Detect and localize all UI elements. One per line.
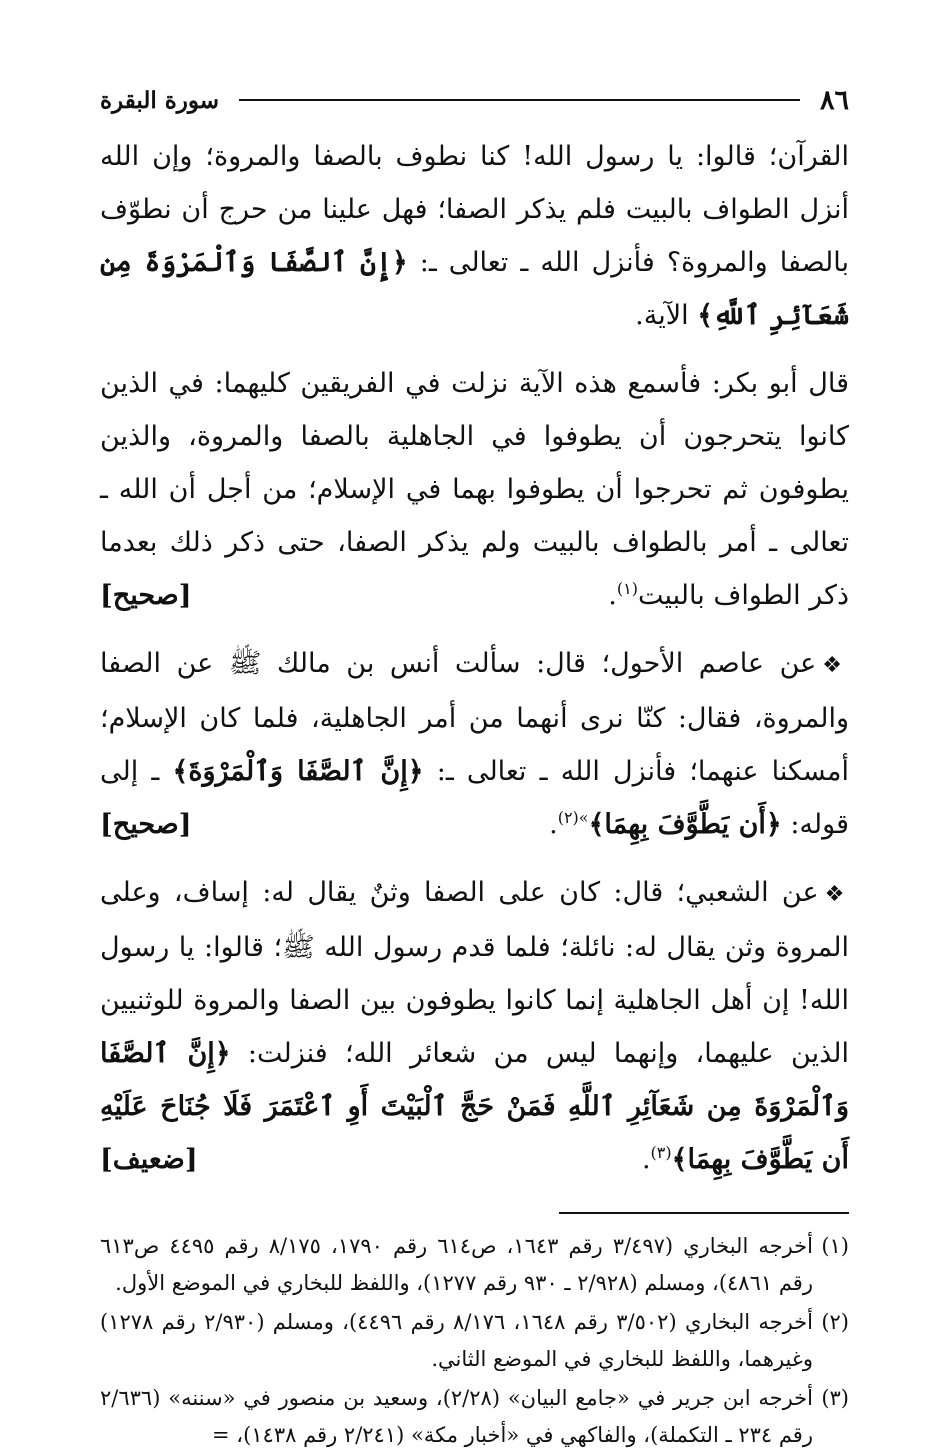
bullet-icon: ❖: [822, 653, 849, 678]
footnote-1: [100, 1228, 849, 1302]
paragraph-text-mid: ـ إلى قوله:: [100, 756, 849, 840]
footnote-2: [100, 1304, 849, 1378]
footnote-text: أخرجه ابن جرير في «جامع البيان» (٢/٢٨)، وسعيد بن منصور في «سننه» (٢/٦٣٦ رقم ٢٣٤ ـ التكملة)، والفاكهي في «أخبار مكة» (٢/٢٤١ رقم ١٤٣٨)، =: [100, 1386, 813, 1447]
quran-verse: ﴿إِنَّ ٱلصَّفَا وَٱلْمَرْوَةَ﴾: [172, 756, 424, 787]
paragraph-text: عن عاصم الأحول؛ قال: سألت أنس بن مالك ﷺ عن الصفا والمروة، فقال: كنّا نرى أنهما من أمر الجاهلية، فلما كان الإسلام؛ أمسكنا عنهما؛ فأنزل الله ـ تعالى ـ:: [100, 648, 849, 787]
footnote-text: أخرجه البخاري (٣/٥٠٢ رقم ١٦٤٨، ٨/١٧٦ رقم ٤٤٩٦)، ومسلم (٢/٩٣٠ رقم ١٢٧٨) وغيرهما، واللفظ للبخاري في الموضع الثاني.: [100, 1310, 814, 1371]
footnote-text: أخرجه البخاري (٣/٤٩٧ رقم ١٦٤٣، ص٦١٤ رقم ١٧٩٠، ٨/١٧٥ رقم ٤٤٩٥ ص٦١٣ رقم ٤٨٦١)، ومسلم (٢/٩٢٨ ـ ٩٣٠ رقم ١٢٧٧)، واللفظ للبخاري في الموضع الأول.: [100, 1234, 813, 1295]
grade-badge: [صحيح]: [100, 580, 192, 611]
grade-badge: [صحيح]: [100, 809, 192, 840]
paragraph-text: القرآن؛ قالوا: يا رسول الله! كنا نطوف بالصفا والمروة؛ وإن الله أنزل الطواف بالبيت فلم يذكر الصفا؛ فهل علينا من حرج أن نطوّف بالصفا والمروة؟ فأنزل الله ـ تعالى ـ:: [100, 141, 849, 278]
quran-verse: ﴿إِنَّ ٱلصَّفَا وَٱلْمَرْوَةَ مِن شَعَآئِرِ ٱللَّهِ فَمَنْ حَجَّ ٱلْبَيْتَ أَوِ ٱعْتَمَرَ فَلَا جُنَاحَ عَلَيْهِ أَن يَطَّوَّفَ بِهِمَا﴾: [100, 1038, 849, 1175]
grade-badge: [ضعيف]: [100, 1144, 198, 1175]
footnote-number: (٣): [821, 1386, 849, 1410]
paragraph-4: [100, 866, 849, 1186]
paragraph-end: .: [608, 580, 617, 611]
paragraph-text: قال أبو بكر: فأسمع هذه الآية نزلت في الفريقين كليهما: في الذين كانوا يتحرجون أن يطوفوا في الجاهلية بالصفا والمروة، والذين يطوفون ثم تحرجوا أن يطوفوا بهما في الإسلام؛ من أجل أن الله ـ تعالى ـ أمر بالطواف بالبيت ولم يذكر الصفا، حتى ذكر ذلك بعدما ذكر الطواف بالبيت: [100, 368, 849, 611]
footnote-ref: »(٢): [557, 808, 589, 827]
paragraph-2: [100, 357, 849, 622]
footnotes: [100, 1228, 849, 1454]
quran-verse-2: ﴿أَن يَطَّوَّفَ بِهِمَا﴾: [588, 809, 782, 840]
paragraph-3: [100, 637, 849, 851]
footnote-ref: (١): [616, 579, 638, 598]
quran-verse: ﴿إِنَّ ٱلصَّفَا وَٱلْمَرْوَةَ مِن شَعَآئِرِ ٱللَّهِ﴾: [100, 247, 849, 331]
paragraph-end: .: [549, 809, 558, 840]
page-header: [100, 80, 849, 120]
paragraph-text: عن الشعبي؛ قال: كان على الصفا وثنٌ يقال له: إساف، وعلى المروة وثن يقال له: نائلة؛ فلما قدم رسول الله ﷺ؛ قالوا: يا رسول الله! إن أهل الجاهلية إنما كانوا يطوفون بين الصفا والمروة للوثنيين الذين عليهما، وإنهما ليس من شعائر الله؛ فنزلت:: [100, 877, 849, 1069]
paragraph-end: .: [641, 1144, 651, 1175]
header-rule: [239, 99, 800, 101]
page-number: ٨٦: [819, 84, 849, 116]
paragraph-text-after: الآية.: [635, 300, 698, 331]
footnote-3: [100, 1380, 849, 1454]
paragraph-1: [100, 130, 849, 342]
footnote-ref: (٣): [650, 1143, 672, 1162]
footnote-number: (٢): [821, 1310, 849, 1334]
body-text: [100, 130, 849, 1186]
footnote-number: (١): [821, 1234, 849, 1258]
bullet-icon: ❖: [824, 882, 849, 907]
footnote-separator: [559, 1212, 849, 1214]
surah-title: سورة البقرة: [100, 86, 220, 114]
